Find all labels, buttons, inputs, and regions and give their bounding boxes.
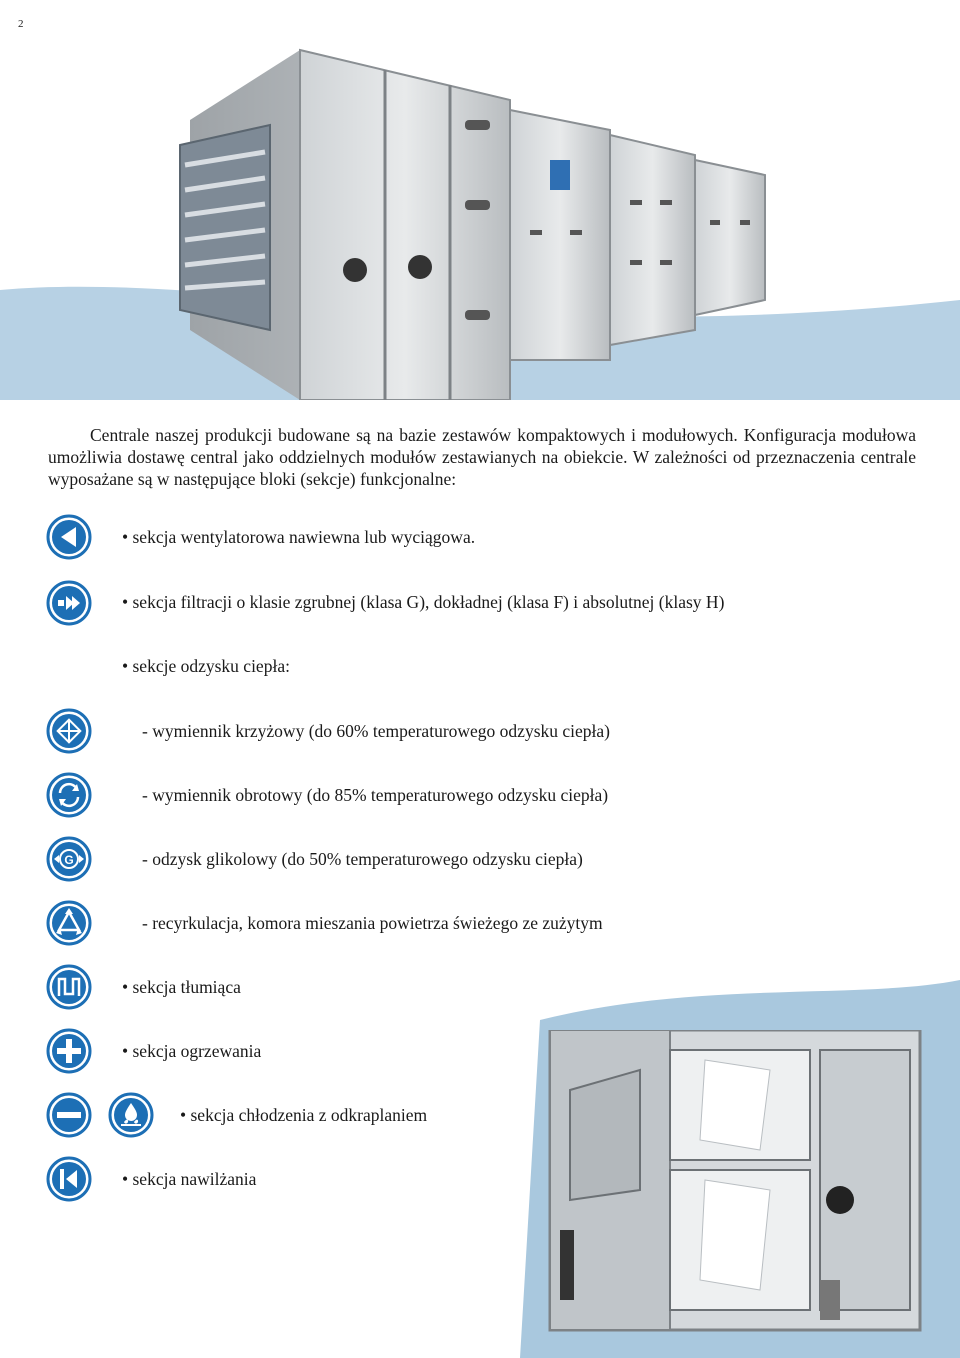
- cross-exchanger-icon: [46, 708, 92, 754]
- air-handling-unit-photo: [150, 30, 780, 400]
- feature-item-glycol: [0, 836, 960, 884]
- feature-item-filter: [0, 580, 960, 628]
- feature-item-silencer: [0, 964, 960, 1012]
- recirculation-icon: [46, 900, 92, 946]
- silencer-icon: [46, 964, 92, 1010]
- feature-label: - wymiennik obrotowy (do 85% temperaturowego odzysku ciepła): [142, 785, 609, 805]
- feature-label: • sekcja filtracji o klasie zgrubnej (klasa G), dokładnej (klasa F) i absolutnej (klasy H): [122, 592, 725, 612]
- feature-label: - wymiennik krzyżowy (do 60% temperaturowego odzysku ciepła): [142, 721, 610, 741]
- feature-label: • sekcje odzysku ciepła:: [122, 656, 290, 676]
- feature-item-recirculation: [0, 900, 960, 948]
- feature-label: • sekcja tłumiąca: [122, 977, 241, 997]
- heating-icon: [46, 1028, 92, 1074]
- fan-icon: [46, 514, 92, 560]
- cooling-minus-icon: [46, 1092, 92, 1138]
- feature-label: - odzysk glikolowy (do 50% temperaturowego odzysku ciepła): [142, 849, 583, 869]
- intro-text: Centrale naszej produkcji budowane są na bazie zestawów kompaktowych i modułowych. Konfiguracja modułowa umożliwia dostawę central jako oddzielnych modułów zestawianych na obiekcie. W zależności od przeznaczenia centrale wyposażane są w następujące bloki (sekcje) funkcjonalne:: [48, 425, 916, 489]
- page-number: 2: [18, 18, 24, 30]
- feature-label: - recyrkulacja, komora mieszania powietrza świeżego ze zużytym: [142, 913, 603, 933]
- feature-item-humidifier: [0, 1156, 960, 1204]
- glycol-icon: [46, 836, 92, 882]
- feature-item-rotary-exchanger: [0, 772, 960, 820]
- feature-item-heat-recovery: [0, 656, 960, 704]
- feature-label: • sekcja chłodzenia z odkraplaniem: [180, 1105, 428, 1125]
- rotary-exchanger-icon: [46, 772, 92, 818]
- filter-icon: [46, 580, 92, 626]
- feature-item-heating: [0, 1028, 960, 1076]
- feature-item-cross-exchanger: [0, 708, 960, 756]
- feature-label: • sekcja ogrzewania: [122, 1041, 262, 1061]
- feature-item-fan: [0, 514, 960, 562]
- feature-label: • sekcja wentylatorowa nawiewna lub wyciągowa.: [122, 527, 476, 547]
- feature-label: • sekcja nawilżania: [122, 1169, 257, 1189]
- feature-item-cooling: [0, 1092, 960, 1140]
- svg-text:G: G: [64, 853, 74, 867]
- droplet-separator-icon: [108, 1092, 154, 1138]
- intro-paragraph: [48, 424, 916, 490]
- humidifier-icon: [46, 1156, 92, 1202]
